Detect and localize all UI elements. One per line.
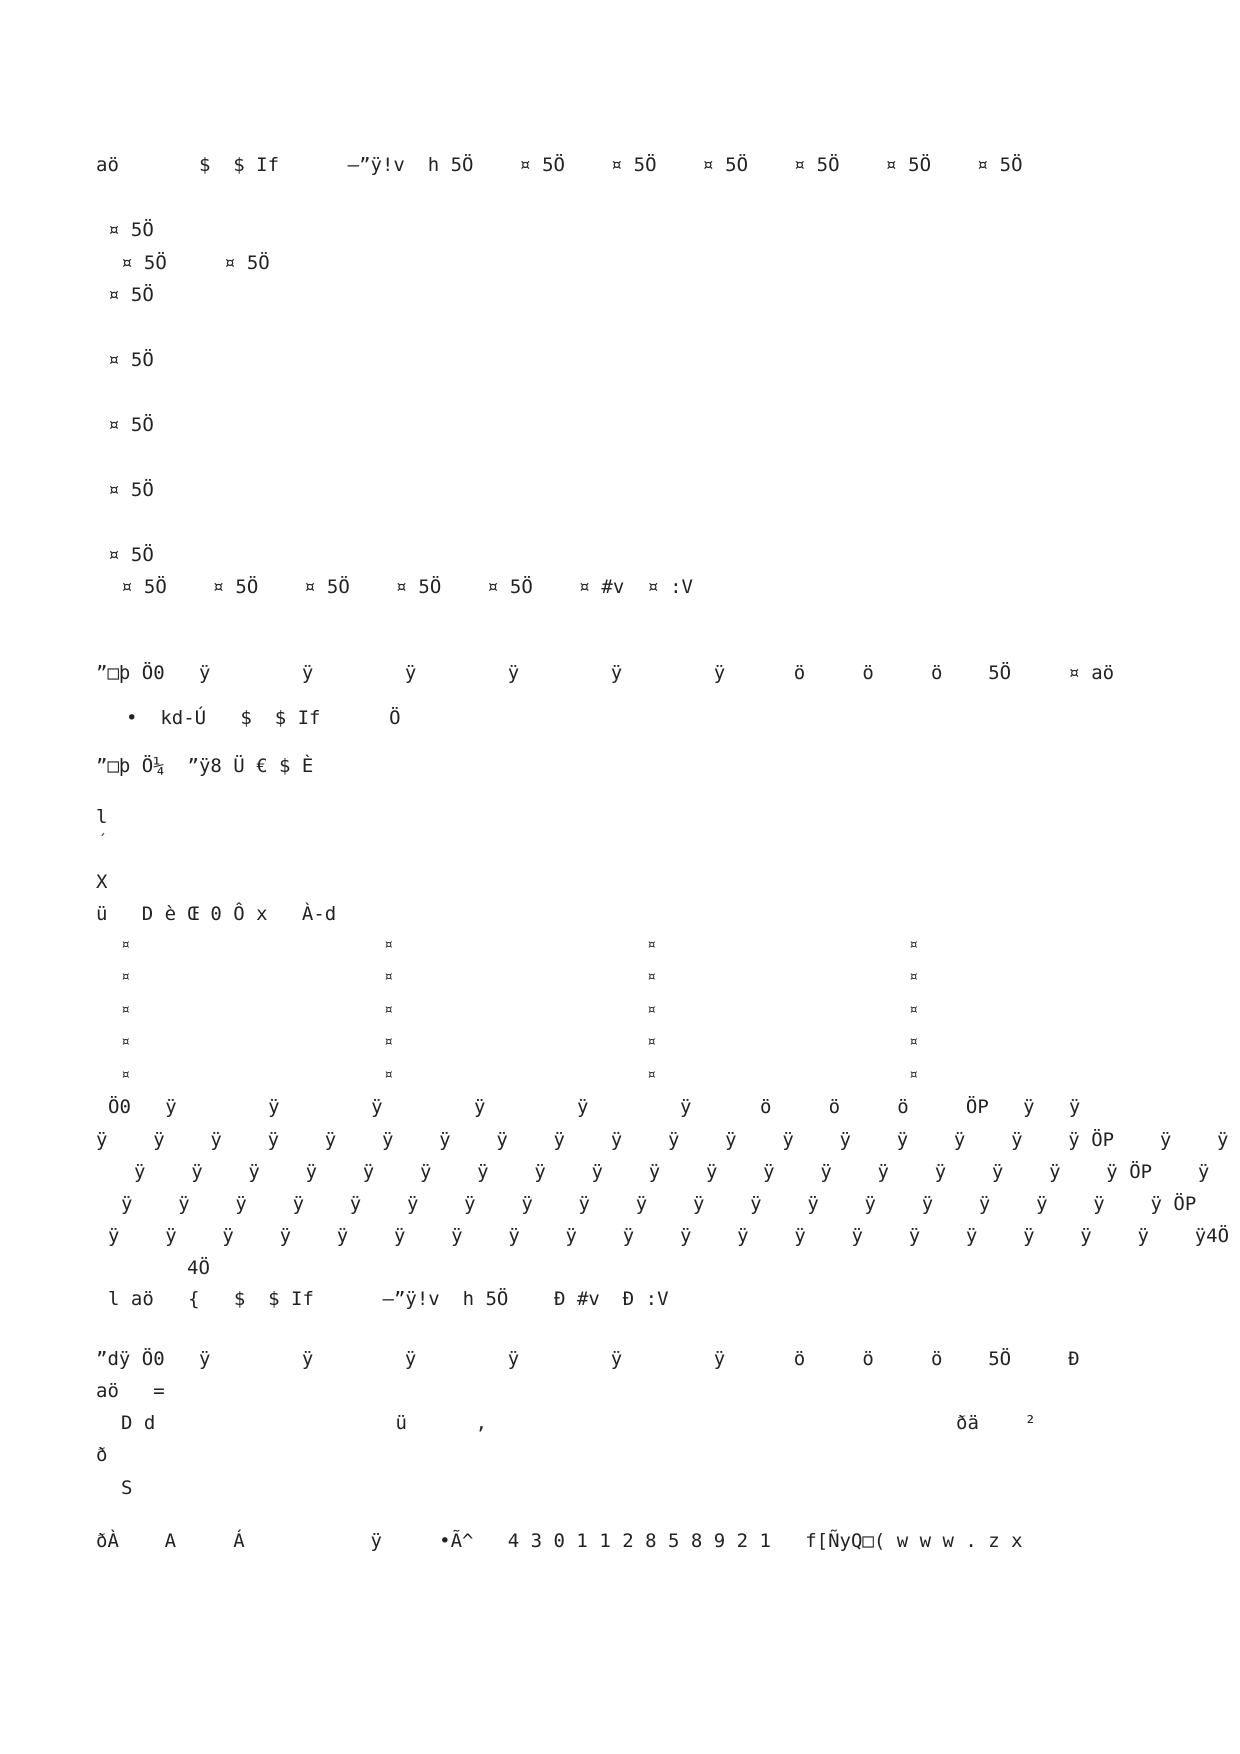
text-line: ¤ 5Ö: [108, 284, 154, 306]
marker: ¤: [384, 935, 394, 953]
text-line: D d ü , ðä ²: [121, 1412, 1037, 1434]
text-line: ´: [98, 833, 107, 849]
text-line: ”□þ Ö0 ÿ ÿ ÿ ÿ ÿ ÿ ö ö ö 5Ö ¤ aö: [96, 662, 1115, 684]
text-line: ¤ 5Ö: [108, 544, 154, 566]
marker: ¤: [121, 967, 131, 985]
text-line: ¤ 5Ö ¤ 5Ö ¤ 5Ö ¤ 5Ö ¤ 5Ö ¤ #v ¤ :V: [121, 576, 693, 598]
marker: ¤: [384, 1000, 394, 1018]
marker: ¤: [384, 1065, 394, 1083]
marker: ¤: [121, 1000, 131, 1018]
marker: ¤: [121, 935, 131, 953]
text-line: ¤ 5Ö ¤ 5Ö: [121, 252, 270, 274]
text-line: aö $ $ If –”ÿ!v h 5Ö ¤ 5Ö ¤ 5Ö ¤ 5Ö ¤ 5Ö ¤ 5Ö ¤ 5Ö: [96, 154, 1023, 176]
text-line: ðÀ A Á ÿ •Ã^ 4 3 0 1 1 2 8 5 8 9 2 1 f[ÑyQ□( w w w . z x: [96, 1530, 1023, 1552]
marker: ¤: [647, 967, 657, 985]
text-line: ”□þ Ö¼ ”ÿ8 Ü € $ È: [96, 755, 314, 777]
marker: ¤: [647, 935, 657, 953]
text-line: ÿ ÿ ÿ ÿ ÿ ÿ ÿ ÿ ÿ ÿ ÿ ÿ ÿ ÿ ÿ ÿ ÿ ÿ ÿ ÿ4Ö: [108, 1225, 1230, 1247]
marker: ¤: [909, 1032, 919, 1050]
text-line: X: [96, 871, 108, 893]
marker: ¤: [647, 1000, 657, 1018]
text-line: ÿ ÿ ÿ ÿ ÿ ÿ ÿ ÿ ÿ ÿ ÿ ÿ ÿ ÿ ÿ ÿ ÿ ÿ ÖP ÿ ÿ: [96, 1129, 1229, 1151]
text-line: ”dÿ Ö0 ÿ ÿ ÿ ÿ ÿ ÿ ö ö ö 5Ö Ð: [96, 1348, 1080, 1370]
text-line: ¤ 5Ö: [108, 414, 154, 436]
text-line: ÿ ÿ ÿ ÿ ÿ ÿ ÿ ÿ ÿ ÿ ÿ ÿ ÿ ÿ ÿ ÿ ÿ ÿ ÖP ÿ: [134, 1161, 1210, 1183]
text-line: ü D è Œ 0 Ô x À-d: [96, 903, 337, 925]
text-line: S: [121, 1477, 133, 1499]
text-line: Ö0 ÿ ÿ ÿ ÿ ÿ ÿ ö ö ö ÖP ÿ ÿ: [108, 1096, 1081, 1118]
marker: ¤: [909, 935, 919, 953]
text-line: ÿ ÿ ÿ ÿ ÿ ÿ ÿ ÿ ÿ ÿ ÿ ÿ ÿ ÿ ÿ ÿ ÿ ÿ ÿ ÖP: [121, 1193, 1197, 1215]
marker: ¤: [384, 1032, 394, 1050]
marker: ¤: [909, 967, 919, 985]
text-line: • kd-Ú $ $ If Ö: [126, 707, 401, 729]
text-line: ¤ 5Ö: [108, 479, 154, 501]
marker: ¤: [121, 1032, 131, 1050]
text-line: l: [96, 806, 108, 828]
text-line: 4Ö: [187, 1257, 210, 1279]
text-line: ¤ 5Ö: [108, 219, 154, 241]
text-line: ð: [96, 1444, 108, 1466]
text-line: aö =: [96, 1380, 165, 1402]
marker: ¤: [909, 1000, 919, 1018]
marker: ¤: [647, 1065, 657, 1083]
marker: ¤: [121, 1065, 131, 1083]
marker: ¤: [647, 1032, 657, 1050]
marker: ¤: [909, 1065, 919, 1083]
marker: ¤: [384, 967, 394, 985]
text-line: l aö { $ $ If –”ÿ!v h 5Ö Ð #v Ð :V: [108, 1288, 669, 1310]
text-line: ¤ 5Ö: [108, 349, 154, 371]
